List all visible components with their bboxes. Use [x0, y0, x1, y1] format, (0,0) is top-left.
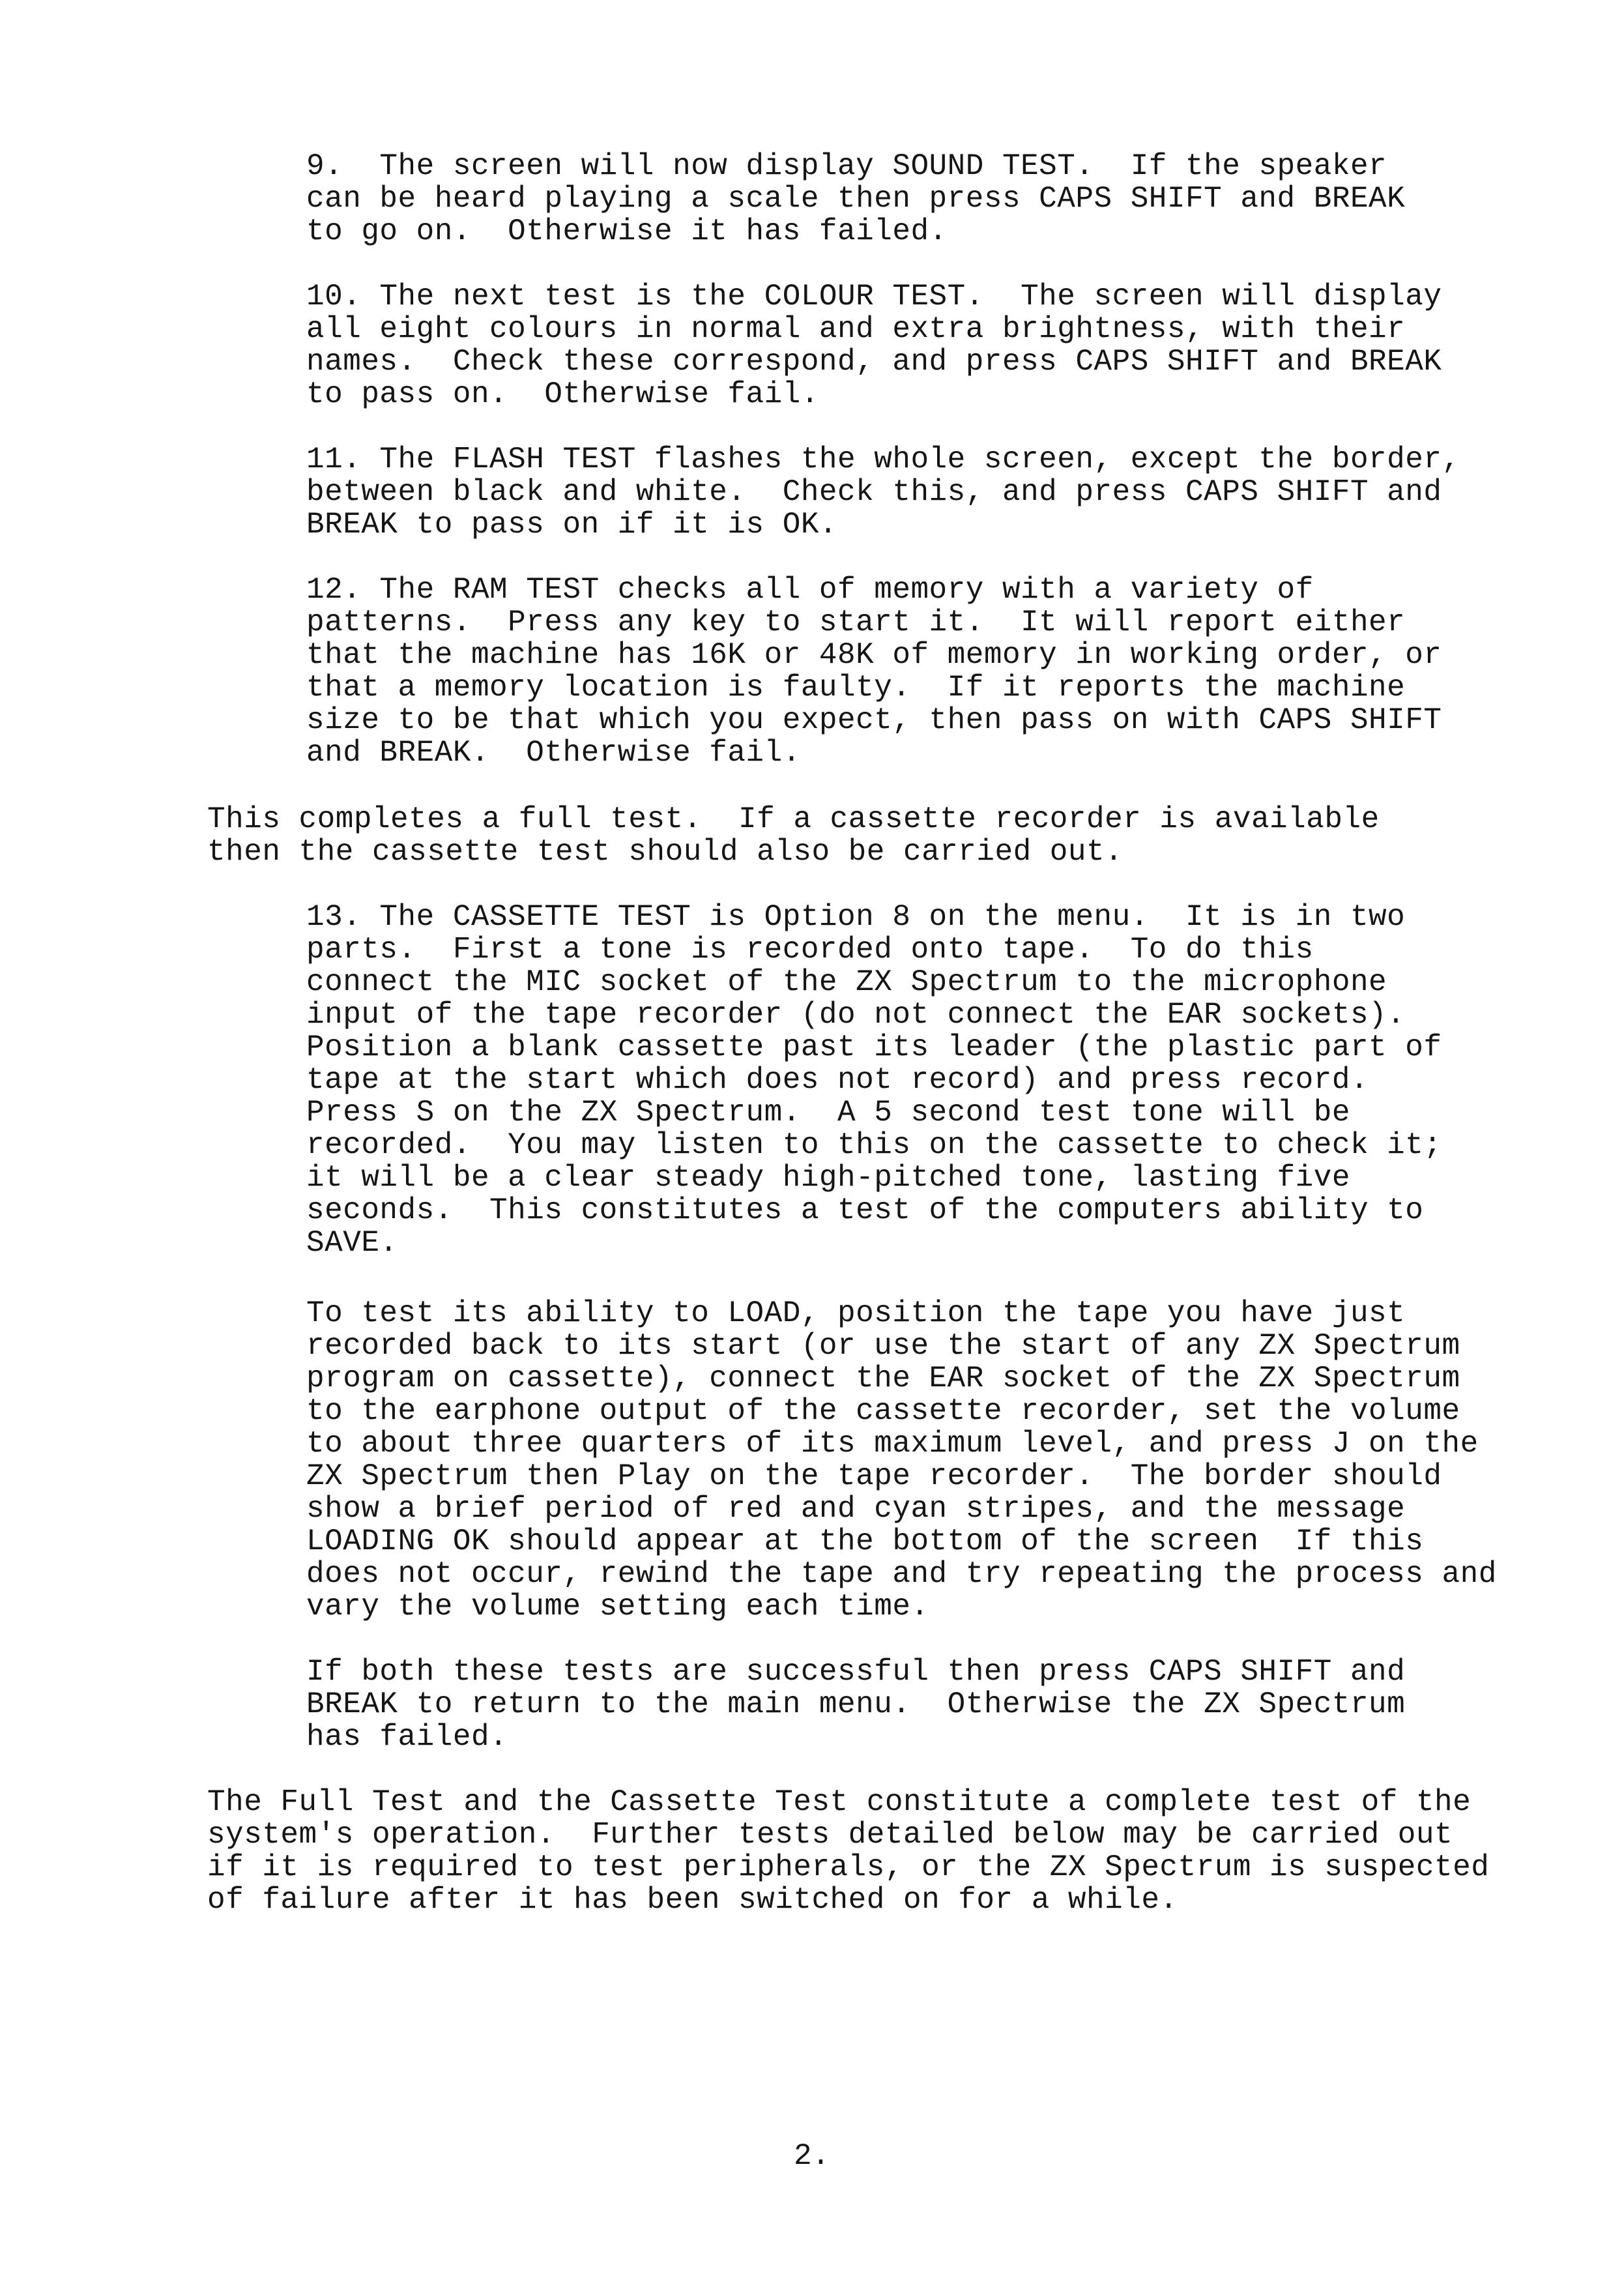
text-line: then the cassette test should also be carried out. [207, 835, 1124, 869]
text-line: connect the MIC socket of the ZX Spectrum to the microphone [306, 965, 1387, 999]
text-line: input of the tape recorder (do not connect the EAR sockets). [306, 998, 1406, 1032]
paragraph-complete-test [207, 1786, 1489, 1916]
text-line: patterns. Press any key to start it. It will report either [306, 606, 1406, 639]
text-line: 13. The CASSETTE TEST is Option 8 on the menu. It is in two [306, 900, 1406, 934]
text-line: has failed. [306, 1720, 508, 1754]
text-line: BREAK to return to the main menu. Otherwise the ZX Spectrum [306, 1687, 1406, 1721]
text-line: vary the volume setting each time. [306, 1590, 929, 1624]
text-line: If both these tests are successful then press CAPS SHIFT and [306, 1655, 1406, 1689]
text-line: recorded. You may listen to this on the cassette to check it; [306, 1128, 1442, 1162]
text-line: to pass on. Otherwise fail. [306, 377, 819, 411]
text-line: To test its ability to LOAD, position the tape you have just [306, 1296, 1406, 1330]
paragraph-sound-test [306, 150, 1405, 248]
text-line: can be heard playing a scale then press CAPS SHIFT and BREAK [306, 182, 1406, 216]
text-line: to the earphone output of the cassette recorder, set the volume [306, 1394, 1460, 1428]
text-line: Press S on the ZX Spectrum. A 5 second test tone will be [306, 1096, 1350, 1130]
text-line: names. Check these correspond, and press CAPS SHIFT and BREAK [306, 345, 1442, 379]
text-line: 12. The RAM TEST checks all of memory with a variety of [306, 573, 1314, 607]
paragraph-full-test-complete [207, 803, 1380, 868]
text-line: seconds. This constitutes a test of the computers ability to [306, 1193, 1424, 1227]
text-line: size to be that which you expect, then pass on with CAPS SHIFT [306, 703, 1442, 737]
text-line: Position a blank cassette past its leader (the plastic part of [306, 1030, 1442, 1064]
text-line: ZX Spectrum then Play on the tape recorder. The border should [306, 1459, 1442, 1493]
text-line: parts. First a tone is recorded onto tape. To do this [306, 933, 1314, 967]
text-line: tape at the start which does not record) and press record. [306, 1063, 1369, 1097]
text-line: to about three quarters of its maximum level, and press J on the [306, 1427, 1479, 1461]
text-line: recorded back to its start (or use the start of any ZX Spectrum [306, 1329, 1460, 1363]
text-line: to go on. Otherwise it has failed. [306, 214, 948, 248]
text-line: LOADING OK should appear at the bottom of the screen If this [306, 1525, 1424, 1558]
text-line: does not occur, rewind the tape and try repeating the process and [306, 1557, 1497, 1591]
text-line: 11. The FLASH TEST flashes the whole screen, except the border, [306, 443, 1460, 476]
text-line: system's operation. Further tests detailed below may be carried out [207, 1818, 1453, 1852]
text-line: The Full Test and the Cassette Test constitute a complete test of the [207, 1785, 1472, 1819]
text-line: BREAK to pass on if it is OK. [306, 508, 838, 542]
paragraph-both-tests [306, 1656, 1405, 1753]
text-line: it will be a clear steady high-pitched tone, lasting five [306, 1161, 1350, 1195]
page-number: 2. [794, 2139, 830, 2173]
text-line: that a memory location is faulty. If it reports the machine [306, 671, 1406, 705]
paragraph-cassette-test [306, 901, 1442, 1259]
text-line: all eight colours in normal and extra brightness, with their [306, 312, 1406, 346]
text-line: of failure after it has been switched on for a while. [207, 1883, 1178, 1917]
text-line: if it is required to test peripherals, or the ZX Spectrum is suspected [207, 1850, 1490, 1884]
text-line: that the machine has 16K or 48K of memory in working order, or [306, 638, 1442, 672]
text-line: and BREAK. Otherwise fail. [306, 736, 801, 770]
text-line: program on cassette), connect the EAR socket of the ZX Spectrum [306, 1362, 1460, 1395]
paragraph-ram-test [306, 574, 1442, 769]
text-line: 10. The next test is the COLOUR TEST. The screen will display [306, 280, 1442, 314]
text-line: between black and white. Check this, and press CAPS SHIFT and [306, 475, 1442, 509]
paragraph-flash-test [306, 443, 1460, 541]
text-line: This completes a full test. If a cassette recorder is available [207, 802, 1380, 836]
text-line: 9. The screen will now display SOUND TEST. If the speaker [306, 149, 1387, 183]
paragraph-colour-test [306, 280, 1442, 411]
paragraph-load-test [306, 1297, 1497, 1623]
text-line: show a brief period of red and cyan stripes, and the message [306, 1492, 1406, 1526]
text-line: SAVE. [306, 1226, 398, 1260]
